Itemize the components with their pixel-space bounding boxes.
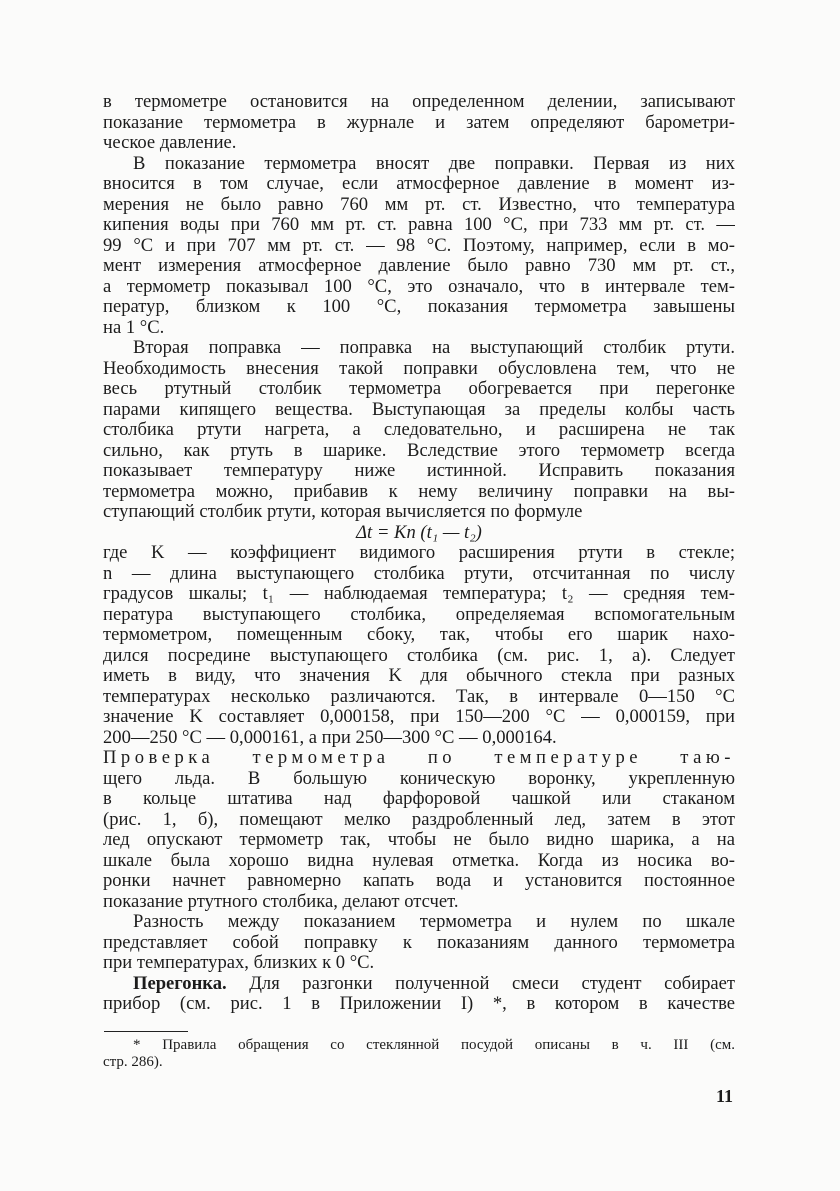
text-line: представляет собой поправку к показаниям данного термометра [103, 932, 735, 953]
text-line: термометра можно, прибавив к нему величину поправки на вы- [103, 481, 735, 502]
footnote-line: стр. 286). [103, 1054, 163, 1070]
text-line: ческое давление. [103, 133, 237, 153]
paragraph-3 [103, 338, 735, 748]
text-line: 200—250 °С — 0,000161, а при 250—300 °С — 0,000164. [103, 727, 557, 748]
text-line: шкале была хорошо видна нулевая отметка. Когда из носика во- [103, 850, 735, 871]
text-line: лед опускают термометр так, чтобы не было видно шарика, а на [103, 830, 735, 850]
text-line: n — длина выступающего столбика ртути, отсчитанная по числу [103, 563, 735, 584]
formula: Δt = Kn (t₁ — t₂) [356, 522, 482, 543]
text-line: щего льда. В большую коническую воронку, укрепленную [103, 768, 735, 789]
text-line: мерения не было равно 760 мм рт. ст. Известно, что температура [103, 194, 735, 215]
text-line: Разность между показанием термометра и нулем по шкале [133, 912, 735, 932]
text-line: а термометр показывал 100 °С, это означало, что в интервале тем- [103, 276, 735, 297]
page-body [103, 92, 735, 1015]
paragraph-6 [103, 974, 735, 1015]
text-line: температурах несколько различаются. Так, в интервале 0—150 °С [103, 686, 735, 707]
text-line-with-heading: Перегонка. Для разгонки полученной смеси студент собирает [133, 973, 735, 994]
section-heading-line: Проверка термометра по температуре таю- [103, 748, 735, 768]
text-line: Вторая поправка — поправка на выступающий столбик ртути. [133, 338, 735, 358]
text-line: кипения воды при 760 мм рт. ст. равна 100 °С, при 733 мм рт. ст. — [103, 215, 735, 235]
paragraph-2 [103, 154, 735, 339]
text-line: показание термометра в журнале и затем определяют барометри- [103, 112, 735, 133]
text-line: парами кипящего вещества. Выступающая за пределы колбы часть [103, 399, 735, 420]
text-line: мент измерения атмосферное давление было равно 730 мм рт. ст., [103, 256, 735, 276]
text-line: на 1 °С. [103, 317, 165, 338]
text-line: в термометре остановится на определенном делении, записывают [103, 92, 735, 112]
text-line: Необходимость внесения такой поправки обусловлена тем, что не [103, 358, 735, 379]
text-line: показание ртутного столбика, делают отсчет. [103, 891, 459, 912]
text-line: ронки начнет равномерно капать вода и установится постоянное [103, 871, 735, 891]
text-line: термометром, помещенным сбоку, так, чтобы его шарик нахо- [103, 625, 735, 645]
footnote-line: * Правила обращения со стеклянной посудой описаны в ч. III (см. [133, 1037, 735, 1053]
paragraph-5 [103, 912, 735, 974]
text-line: вносится в том случае, если атмосферное давление в момент из- [103, 174, 735, 194]
footnote [103, 1037, 735, 1071]
text-line: весь ртутный столбик термометра обогревается при перегонке [103, 379, 735, 399]
text-line: значение K составляет 0,000158, при 150—200 °С — 0,000159, при [103, 707, 735, 727]
text-line: прибор (см. рис. 1 в Приложении I) *, в котором в качестве [103, 994, 735, 1014]
text-line: пература выступающего столбика, определяемая вспомогательным [103, 604, 735, 625]
text-line: (рис. 1, б), помещают мелко раздробленный лед, затем в этот [103, 809, 735, 830]
text-line: иметь в виду, что значения K для обычного стекла при разных [103, 666, 735, 686]
text-line: показывает температуру ниже истинной. Исправить показания [103, 461, 735, 481]
text-line: сильно, как ртуть в шарике. Вследствие этого термометр всегда [103, 440, 735, 461]
text-line: где K — коэффициент видимого расширения ртути в стекле; [103, 543, 735, 563]
text-line: В показание термометра вносят две поправки. Первая из них [133, 153, 735, 174]
paragraph-4 [103, 748, 735, 912]
text-line: в кольце штатива над фарфоровой чашкой или стаканом [103, 789, 735, 809]
footnote-rule [104, 1031, 188, 1032]
paragraph-1 [103, 92, 735, 154]
text-line: ператур, близком к 100 °С, показания термометра завышены [103, 297, 735, 317]
text-line: 99 °С и при 707 мм рт. ст. — 98 °С. Поэтому, например, если в мо- [103, 235, 735, 256]
text-line: градусов шкалы; t₁ — наблюдаемая температура; t₂ — средняя тем- [103, 584, 735, 604]
text-line: дился посредине выступающего столбика (см. рис. 1, а). Следует [103, 645, 735, 666]
text-line: при температурах, близких к 0 °С. [103, 953, 375, 973]
text-line: столбика ртути нагрета, а следовательно, и расширена не так [103, 420, 735, 440]
text-line: ступающий столбик ртути, которая вычисляется по формуле [103, 502, 583, 522]
run-in-heading: Перегонка. [133, 973, 227, 994]
page-number: 11 [716, 1086, 734, 1106]
